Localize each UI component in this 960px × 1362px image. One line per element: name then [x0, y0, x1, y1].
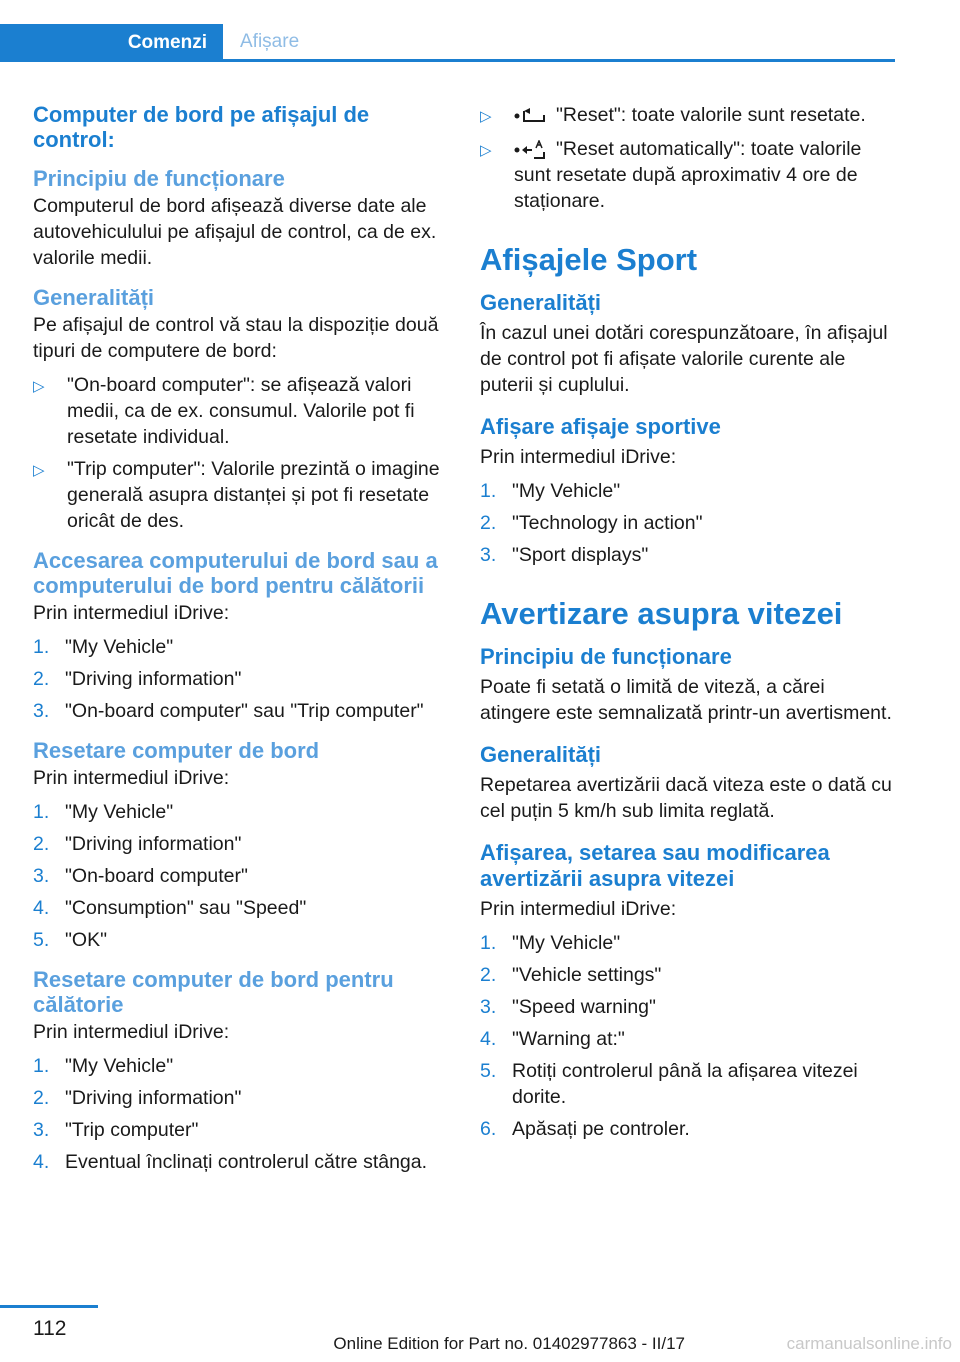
list-item: 1. "My Vehicle"	[33, 636, 174, 658]
reset-icon	[514, 107, 546, 125]
footer-divider	[0, 1305, 98, 1308]
list-item: 2. "Technology in action"	[480, 512, 703, 534]
bullet-list	[33, 372, 451, 534]
subheading-speed-setting: Afișarea, setarea sau modificarea avertizării asupra vitezei	[480, 840, 830, 891]
tab-afisare[interactable]: Afișare	[240, 30, 300, 52]
list-item: 3. "On-board computer"	[33, 865, 248, 887]
paragraph: Computerul de bord afișează diverse date ale autovehiculului pe afișajul de control, ca de ex. valorile medii.	[33, 195, 437, 269]
subheading-principle: Principiu de funcționare	[480, 644, 732, 669]
edition-note: Online Edition for Part no. 01402977863 - II/17	[333, 1334, 685, 1353]
list-item: 2. "Driving information"	[33, 1087, 242, 1109]
list-item: 4. "Consumption" sau "Speed"	[33, 897, 307, 919]
list-item: 1. "My Vehicle"	[33, 1055, 174, 1077]
list-item: 6. Apăsați pe controler.	[480, 1118, 690, 1140]
list-item: 3. "Speed warning"	[480, 996, 656, 1018]
list-item: 1. "My Vehicle"	[480, 932, 621, 954]
list-item: ▷ "On-board computer": se afișează valori medii, ca de ex. consumul. Valorile pot fi resetate individual.	[33, 374, 415, 448]
tab-comenzi[interactable]: Comenzi	[0, 24, 223, 62]
reset-options-list	[480, 102, 898, 214]
list-item: 1. "My Vehicle"	[480, 480, 621, 502]
section-heading-speed-warning: Avertizare asupra vitezei	[480, 596, 843, 631]
list-item: 4. "Warning at:"	[480, 1028, 625, 1050]
list-item: 2. "Driving information"	[33, 833, 242, 855]
paragraph: Prin intermediul iDrive:	[33, 602, 230, 624]
list-item: 1. "My Vehicle"	[33, 801, 174, 823]
left-column	[33, 102, 451, 1181]
subheading-general: Generalități	[480, 290, 602, 315]
subheading-reset: Resetare computer de bord	[33, 738, 320, 763]
list-item: 2. "Vehicle settings"	[480, 964, 662, 986]
paragraph: Poate fi setată o limită de viteză, a cărei atingere este semnalizată printr-un avertisment.	[480, 676, 892, 724]
paragraph: Prin intermediul iDrive:	[480, 446, 677, 468]
subheading-sport-display: Afișare afișaje sportive	[480, 414, 721, 439]
paragraph: Pe afișajul de control vă stau la dispoziție două tipuri de computere de bord:	[33, 314, 439, 362]
right-column	[480, 102, 898, 1148]
watermark: carmanualsonline.info	[786, 1334, 952, 1353]
paragraph: Prin intermediul iDrive:	[33, 1021, 230, 1043]
header-divider	[0, 59, 895, 62]
numbered-list	[480, 478, 898, 568]
subheading-access: Accesarea computerului de bord sau a computerului de bord pentru călătorii	[33, 548, 438, 598]
triangle-bullet-icon: ▷	[33, 378, 45, 395]
subheading-principle: Principiu de funcționare	[33, 166, 285, 191]
list-item: 5. "OK"	[33, 929, 108, 951]
paragraph: Repetarea avertizării dacă viteza este o dată cu cel puțin 5 km/h sub limita reglată.	[480, 774, 892, 822]
triangle-bullet-icon: ▷	[480, 142, 492, 159]
section-heading-sport: Afișajele Sport	[480, 242, 698, 277]
list-item: 3. "On-board computer" sau "Trip computer"	[33, 700, 424, 722]
numbered-list	[33, 1053, 451, 1175]
numbered-list	[480, 930, 898, 1142]
section-heading: Computer de bord pe afișajul de control:	[33, 102, 370, 152]
triangle-bullet-icon: ▷	[480, 108, 492, 125]
subheading-reset-trip: Resetare computer de bord pentru călătorie	[33, 967, 394, 1017]
list-item: 4. Eventual înclinați controlerul către stânga.	[33, 1151, 428, 1173]
list-item: 3. "Sport displays"	[480, 544, 649, 566]
paragraph: În cazul unei dotări corespunzătoare, în afișajul de control pot fi afișate valorile curente ale puterii și cuplului.	[480, 322, 888, 396]
numbered-list	[33, 799, 451, 953]
list-item: 3. "Trip computer"	[33, 1119, 199, 1141]
list-item: 5. Rotiți controlerul până la afișarea vitezei dorite.	[480, 1060, 858, 1108]
subheading-general: Generalități	[33, 285, 155, 310]
paragraph: Prin intermediul iDrive:	[480, 898, 677, 920]
list-item: ▷ "Trip computer": Valorile prezintă o imagine generală asupra distanței și pot fi resetate oricât de des.	[33, 458, 440, 532]
paragraph: Prin intermediul iDrive:	[33, 767, 230, 789]
reset-auto-icon	[514, 140, 546, 160]
list-item: ▷ "Reset automatically": toate valorile sunt resetate după aproximativ 4 ore de staționare.	[480, 138, 862, 212]
page-number: 112	[33, 1317, 67, 1340]
numbered-list	[33, 634, 451, 724]
header-tabs	[0, 24, 895, 62]
subheading-general: Generalități	[480, 742, 602, 767]
list-item: ▷ "Reset": toate valorile sunt resetate.	[480, 102, 898, 130]
triangle-bullet-icon: ▷	[33, 462, 45, 479]
list-item: 2. "Driving information"	[33, 668, 242, 690]
